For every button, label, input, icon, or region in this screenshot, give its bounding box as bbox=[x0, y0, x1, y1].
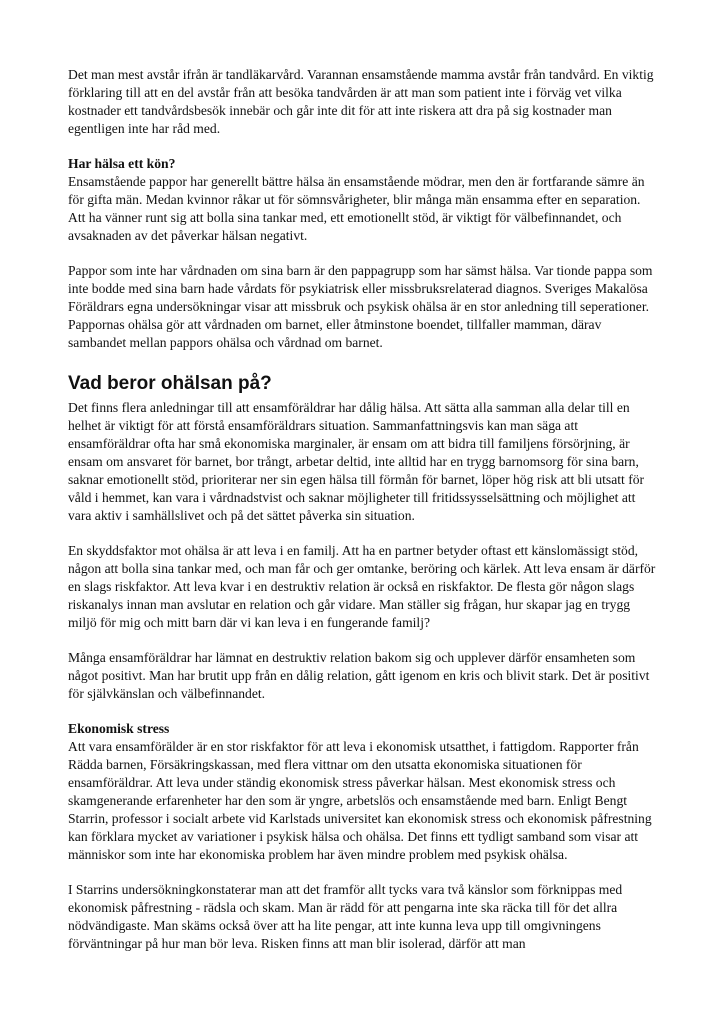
section-economic-stress bbox=[68, 720, 660, 864]
section-heading: Vad beror ohälsan på? bbox=[68, 373, 272, 394]
paragraph-reasons: Det finns flera anledningar till att ensamföräldrar har dålig hälsa. Att sätta alla samman alla delar till en helhet är viktigt för att förstå ensamföräldrars situation. Sammanfattningsvis kan man säga att ensamföräldrar ofta har små ekonomiska marginaler, är ensam om att bidra till familjens försörjning, är ensam om ansvaret för barnet, bor trångt, arbetar deltid, inte alltid har en trygg barnomsorg för sina barn, saknar emotionellt stöd, prioriterar ner sin egen hälsa till förmån för barnet, löper hög risk att bli utsatt för våld i hemmet, kan vara i vårdnadstvist och saknar möjligheter till fritidssysselsättning och möjlighet att vara aktiv i samhällslivet och på det sättet påverka sin situation. bbox=[68, 400, 645, 523]
paragraph-economic-risk: Att vara ensamförälder är en stor riskfaktor för att leva i ekonomisk utsatthet, i fattigdom. Rapporter från Rädda barnen, Försäkringskassan, med flera vittnar om den utsatta ekonomiska situationen för ensamföräldrar. Att leva under ständig ekonomisk stress påverkar hälsan. Mest ekonomisk stress och skamgenerande erfarenheter har den som är yngre, arbetslös och ensamstående med barn. Enligt Bengt Starrin, professor i socialt arbete vid Karlstads universitet kan ekonomisk stress och ekonomisk påfrestning kan förklara mycket av variationer i psykisk hälsa och ohälsa. Det finns ett tydligt samband som visar att människor som inte har ekonomiska problem har även mindre problem med psykisk ohälsa. bbox=[68, 739, 652, 862]
paragraph-destructive-relation: Många ensamföräldrar har lämnat en destruktiv relation bakom sig och upplever därför ensamheten som något positivt. Man har brutit upp från en dålig relation, gått igenom en kris och blivit stark. Det är positivt för självkänslan och välbefinnandet. bbox=[68, 650, 650, 701]
paragraph-custody-fathers: Pappor som inte har vårdnaden om sina barn är den pappagrupp som har sämst hälsa. Var tionde pappa som inte bodde med sina barn hade vårdats för psykiatrisk eller missbruksrelaterad diagnos. Sveriges Makalösa Föräldrars egna undersökningar visar att missbruk och psykisk ohälsa är en stor anledning till seperationer. Pappornas ohälsa gör att vårdnaden om barnet, eller åtminstone boendet, tillfaller mamman, därav sambandet mellan pappors ohälsa och vårdnad om barnet. bbox=[68, 263, 653, 350]
paragraph-single-fathers: Ensamstående pappor har generellt bättre hälsa än ensamstående mödrar, men den är fortfarande sämre än för gifta män. Medan kvinnor råkar ut för sömnsvårigheter, blir många män ensamma efter en separation. Att ha vänner runt sig att bolla sina tankar med, ett emotionellt stöd, är viktigt för välbefinnandet, och avsaknaden av det påverkar hälsan negativt. bbox=[68, 174, 645, 243]
section-gender-health bbox=[68, 155, 660, 245]
paragraph-starrin-study: I Starrins undersökningkonstaterar man att det framför allt tycks vara två känslor som förknippas med ekonomisk påfrestning - rädsla och skam. Man är rädd för att pengarna inte ska räcka till för det allra nödvändigaste. Man skäms också över att ha lite pengar, att inte kunna leva upp till omgivningens förväntningar på hur man bör leva. Risken finns att man blir isolerad, därför att man bbox=[68, 882, 623, 951]
subheading-economic-stress: Ekonomisk stress bbox=[68, 721, 170, 736]
paragraph-protective-factor: En skyddsfaktor mot ohälsa är att leva i en familj. Att ha en partner betyder oftast ett känslomässigt stöd, någon att bolla sina tankar med, och man får och ger omtanke, beröring och kärlek. Att leva ensam är därför en slags riskfaktor. Att leva kvar i en destruktiv relation är också en riskfaktor. De flesta gör någon slags riskanalys innan man avslutar en relation och går vidare. Man ställer sig frågan, hur skapar jag en trygg miljö för mig och mitt barn där vi kan leva i en fungerande familj? bbox=[68, 543, 656, 630]
paragraph-dental-care: Det man mest avstår ifrån är tandläkarvård. Varannan ensamstående mamma avstår från tandvård. En viktig förklaring till att en del avstår från att besöka tandvården är att man som patient inte i förväg vet vilka kostnader ett tandvårdsbesök innebär och går inte dit för att inte riskera att dra på sig kostnader man egentligen inte har råd med. bbox=[68, 67, 654, 136]
document-page bbox=[68, 66, 660, 970]
subheading-gender: Har hälsa ett kön? bbox=[68, 156, 176, 171]
